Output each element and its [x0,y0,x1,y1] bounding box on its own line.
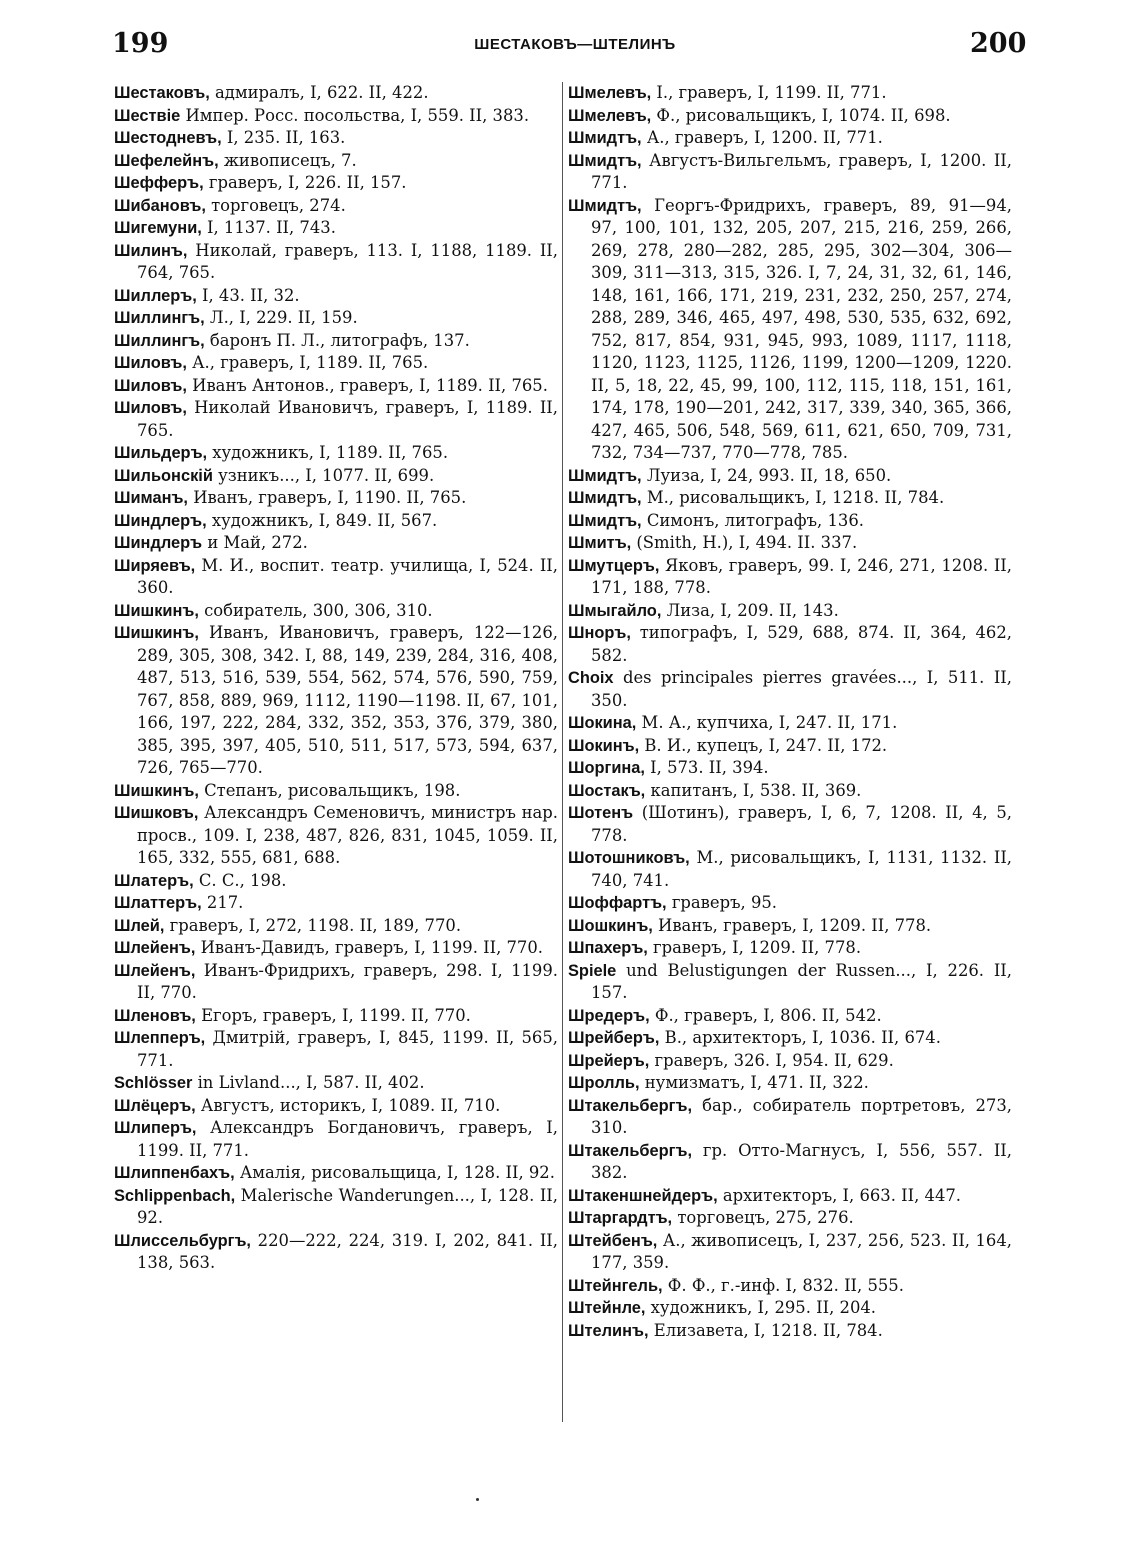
index-entry [114,397,558,442]
entry-headword: Шрейберъ, [568,1029,660,1047]
entry-headword: Шмидтъ, [568,466,642,485]
right-page-number: 200 [970,28,1027,59]
entry-text: Николай Ивановичъ, граверъ, I, 1189. II, 765. [137,398,558,440]
entry-text: I., граверъ, I, 1199. II, 771. [651,83,887,102]
entry-headword: Шеффеpъ, [114,174,204,192]
entry-headword: Шлиссельбургъ, [114,1231,251,1250]
entry-headword: Шмидтъ, [568,489,642,507]
index-entry [114,195,558,218]
entry-headword: Шленовъ, [114,1006,196,1025]
entry-text: В., архитекторъ, I, 1036. II, 674. [659,1028,941,1047]
entry-text: художникъ, I, 1189. II, 765. [207,443,449,462]
index-entry [568,667,1012,712]
entry-headword: Шмыгайло, [568,601,662,620]
entry-text: Августъ, историкъ, I, 1089. II, 710. [195,1095,501,1115]
entry-headword: Шиллингъ, [114,331,205,350]
entry-headword: Шиндлеръ [114,534,203,552]
entry-headword: Choix [568,669,614,687]
entry-headword: Шильдеръ, [114,444,208,462]
entry-headword: Штакеншнейдеръ, [568,1186,718,1205]
entry-text: Иванъ-Фридрихъ, граверъ, 298. I, 1199. II, 770. [137,960,558,1002]
entry-text: Александръ Семеновичъ, министръ нар. просв., 109. I, 238, 487, 826, 831, 1045, 1059. II, 165, 332, 555, 681, 688. [137,803,558,867]
entry-text: Иванъ, Ивановичъ, граверъ, 122—126, 289, 305, 308, 342. I, 88, 149, 239, 284, 316, 408, 487, 513, 516, 539, 554, 562, 574, 576, 590, 759, 767, 858, 889, 969, 1112, 1190—1198. II, 67, 101, 166, 197, 222, 284, 332, 352, 353, 376, 379, 380, 385, 395, 397, 405, 510, 511, 517, 573, 594, 637, 726, 765—770. [137,623,558,777]
index-entry [568,847,1012,892]
entry-text: Иванъ-Давидъ, граверъ, I, 1199. II, 770. [195,938,543,957]
entry-text: Иванъ, граверъ, I, 1190. II, 765. [187,488,467,507]
entry-text: адмиралъ, I, 622. II, 422. [209,83,429,102]
index-entry [114,937,558,960]
entry-text: А., граверъ, I, 1189. II, 765. [186,353,429,372]
index-entry [568,802,1012,847]
entry-text: М., рисовальщикъ, I, 1131, 1132. II, 740, 741. [591,848,1012,890]
index-entry [114,915,558,938]
entry-text: граверъ, I, 272, 1198. II, 189, 770. [164,915,462,935]
entry-text: типографъ, I, 529, 688, 874. II, 364, 462, 582. [591,623,1012,665]
entry-text: Malerische Wanderungen..., I, 128. II, 92. [137,1185,558,1227]
entry-headword: Шестодневъ, [114,129,222,147]
entry-text: Степанъ, рисовальщикъ, 198. [198,780,461,800]
entry-text: М., рисовальщикъ, I, 1218. II, 784. [641,488,945,507]
entry-headword: Шиловъ, [114,354,187,372]
entry-text: Ф., граверъ, I, 806. II, 542. [649,1005,882,1025]
entry-headword: Шлепперъ, [114,1029,206,1047]
entry-text: нумизматъ, I, 471. II, 322. [639,1073,869,1092]
entry-headword: Шилинъ, [114,241,188,260]
index-entry [568,1230,1012,1275]
index-entry [568,555,1012,600]
entry-headword: Шмитъ, [568,534,632,552]
index-entry [568,780,1012,803]
entry-headword: Шестаковъ, [114,84,210,102]
entry-text: Николай, граверъ, 113. I, 1188, 1189. II, 764, 765. [137,240,558,282]
index-entry [114,150,558,173]
entry-headword: Штейбенъ, [568,1231,658,1250]
entry-headword: Шокина, [568,714,637,732]
right-column [568,82,1012,1342]
index-entry [568,532,1012,555]
entry-text: I, 43. II, 32. [196,285,300,305]
entry-headword: Шильонскій [114,466,213,485]
index-entry [114,600,558,623]
index-entry [114,1162,558,1185]
entry-text: Ф., рисовальщикъ, I, 1074. II, 698. [651,105,951,125]
index-entry [114,1185,558,1230]
index-entry [114,780,558,803]
entry-headword: Шигемуни, [114,219,202,237]
entry-headword: Шлейенъ, [114,961,196,980]
entry-headword: Шлей, [114,916,165,935]
index-entry [568,105,1012,128]
entry-text: архитекторъ, I, 663. II, 447. [717,1185,962,1205]
entry-headword: Шлиперъ, [114,1119,197,1137]
entry-text: граверъ, 326. I, 954. II, 629. [649,1050,894,1070]
entry-headword: Шлатеръ, [114,871,194,890]
index-entry [114,1072,558,1095]
entry-text: В. И., купецъ, I, 247. II, 172. [639,735,888,755]
entry-headword: Шоргина, [568,759,645,777]
index-entry [568,960,1012,1005]
running-head: ШЕСТАКОВЪ—ШТЕЛИНЪ [474,36,676,53]
entry-headword: Шмидтъ, [568,129,642,147]
entry-text: собиратель, 300, 306, 310. [198,600,433,620]
left-page-number: 199 [112,28,169,59]
entry-text: граверъ, I, 226. II, 157. [203,173,407,192]
entry-headword: Штейнгель, [568,1276,663,1295]
entry-headword: Шпахеръ, [568,939,648,957]
footer-dot [476,1498,479,1501]
index-entry [568,1095,1012,1140]
entry-headword: Шишковъ, [114,804,199,822]
index-entry [568,712,1012,735]
entry-headword: Шмелевъ, [568,106,652,125]
entry-text: Луиза, I, 24, 993. II, 18, 650. [641,465,892,485]
index-entry [568,1275,1012,1298]
entry-text: А., граверъ, I, 1200. II, 771. [641,128,883,147]
entry-text: Егоръ, граверъ, I, 1199. II, 770. [195,1005,471,1025]
entry-text: Ф. Ф., г.-инф. I, 832. II, 555. [662,1275,904,1295]
entry-text: in Livland..., I, 587. II, 402. [192,1073,425,1092]
index-entry [114,105,558,128]
entry-headword: Шиллингъ, [114,309,205,327]
index-entry [114,532,558,555]
index-entry [568,1005,1012,1028]
index-entry [568,892,1012,915]
index-entry [114,442,558,465]
entry-text: торговецъ, 275, 276. [672,1208,854,1227]
index-entry [114,217,558,240]
entry-headword: Шоффартъ, [568,894,667,912]
entry-headword: Шноръ, [568,624,631,642]
entry-headword: Шмидтъ, [568,196,642,215]
index-entry [114,375,558,398]
index-entry [568,487,1012,510]
entry-headword: Шролль, [568,1074,640,1092]
index-entry [568,600,1012,623]
entry-text: Августъ-Вильгельмъ, граверъ, I, 1200. II, 771. [591,150,1012,192]
entry-headword: Шокинъ, [568,736,640,755]
entry-text: М. И., воспит. театр. училища, I, 524. II, 360. [137,555,558,597]
index-entry [114,172,558,195]
entry-text: бар., собиратель портретовъ, 273, 310. [591,1095,1012,1137]
entry-text: Иванъ, граверъ, I, 1209. II, 778. [652,915,932,935]
index-entry [568,915,1012,938]
entry-headword: Шишкинъ, [114,781,199,800]
entry-text: Елизавета, I, 1218. II, 784. [648,1320,883,1340]
entry-text: Дмитрій, граверъ, I, 845, 1199. II, 565, 771. [137,1028,558,1070]
entry-text: граверъ, 95. [666,893,778,912]
entry-text: des principales pierres gravées..., I, 511. II, 350. [591,668,1012,710]
entry-text: гр. Отто-Магнусъ, I, 556, 557. II, 382. [591,1140,1012,1182]
index-entry [114,1230,558,1275]
left-column [114,82,558,1275]
index-entry [114,510,558,533]
index-entry [114,127,558,150]
entry-text: (Шотинъ), граверъ, I, 6, 7, 1208. II, 4, 5, 778. [591,803,1012,845]
entry-text: Амалія, рисовальщица, I, 128. II, 92. [234,1163,555,1182]
entry-text: Импер. Росс. посольства, I, 559. II, 383. [180,105,530,125]
index-entry [114,82,558,105]
entry-headword: Шмутцеръ, [568,556,660,575]
index-entry [114,622,558,780]
index-entry [568,1207,1012,1230]
index-entry [114,960,558,1005]
index-entry [568,1027,1012,1050]
entry-text: А., живописецъ, I, 237, 256, 523. II, 164, 177, 359. [591,1230,1012,1272]
index-entry [568,510,1012,533]
entry-text: Л., I, 229. II, 159. [204,308,358,327]
entry-text: торговецъ, 274. [205,195,346,215]
index-entry [114,465,558,488]
index-entry [568,1140,1012,1185]
entry-text: граверъ, I, 1209. II, 778. [647,938,862,957]
entry-headword: Шишкинъ, [114,624,199,642]
entry-headword: Шиманъ, [114,489,188,507]
entry-headword: Шредеръ, [568,1006,650,1025]
entry-text: художникъ, I, 849. II, 567. [206,510,438,530]
entry-headword: Шиловъ, [114,399,187,417]
entry-headword: Шотенъ [568,804,634,822]
entry-text: I, 573. II, 394. [644,758,769,777]
index-entry [114,1027,558,1072]
index-entry [568,1072,1012,1095]
entry-text: и Май, 272. [202,533,308,552]
entry-headword: Шлейенъ, [114,939,196,957]
index-entry [114,1095,558,1118]
entry-headword: Шмидтъ, [568,151,642,170]
entry-headword: Шиловъ, [114,376,187,395]
index-entry [568,735,1012,758]
entry-text: капитанъ, I, 538. II, 369. [645,780,862,800]
entry-headword: Штелинъ, [568,1321,649,1340]
index-entry [114,487,558,510]
index-entry [114,1117,558,1162]
entry-headword: Штейнле, [568,1299,646,1317]
index-entry [568,1297,1012,1320]
column-divider [562,82,563,1422]
entry-text: узникъ..., I, 1077. II, 699. [212,465,435,485]
index-entry [568,195,1012,465]
index-entry [114,240,558,285]
index-entry [568,1320,1012,1343]
entry-text: Лиза, I, 209. II, 143. [661,600,839,620]
entry-headword: Шмелевъ, [568,84,652,102]
page-header [0,28,1140,64]
index-entry [568,150,1012,195]
entry-headword: Шлиппенбахъ, [114,1164,235,1182]
entry-text: und Belustigungen der Russen..., I, 226. II, 157. [591,960,1012,1002]
entry-text: 220—222, 224, 319. I, 202, 841. II, 138, 563. [137,1230,558,1272]
entry-headword: Шибановъ, [114,196,206,215]
entry-headword: Шишкинъ, [114,601,199,620]
entry-headword: Schlippenbach, [114,1186,236,1205]
index-entry [114,285,558,308]
entry-text: Александръ Богдановичъ, граверъ, I, 1199. II, 771. [137,1118,558,1160]
index-entry [114,870,558,893]
entry-text: художникъ, I, 295. II, 204. [645,1298,877,1317]
entry-headword: Шошкинъ, [568,916,653,935]
entry-headword: Шиллеръ, [114,286,197,305]
entry-headword: Шефелейнъ, [114,151,219,170]
entry-text: Яковъ, граверъ, 99. I, 246, 271, 1208. II, 171, 188, 778. [591,555,1012,597]
entry-headword: Шотошниковъ, [568,849,690,867]
entry-headword: Шествіе [114,106,181,125]
entry-headword: Штакельбергъ, [568,1096,693,1115]
index-entry [114,555,558,600]
index-entry [114,1005,558,1028]
entry-headword: Штаргардтъ, [568,1209,673,1227]
entry-headword: Шиндлеръ, [114,511,207,530]
entry-text: 217. [201,893,244,912]
entry-headword: Штакельбергъ, [568,1141,693,1160]
index-entry [568,127,1012,150]
entry-headword: Шмидтъ, [568,511,642,530]
entry-text: Иванъ Антонов., граверъ, I, 1189. II, 765. [186,375,548,395]
entry-headword: Шрейеръ, [568,1051,650,1070]
entry-headword: Schlösser [114,1074,193,1092]
index-entry [114,330,558,353]
entry-text: С. С., 198. [193,870,287,890]
index-entry [114,802,558,870]
index-entry [568,465,1012,488]
entry-text: I, 235. II, 163. [221,128,346,147]
entry-headword: Шлаттеръ, [114,894,202,912]
entry-text: Георгъ-Фридрихъ, граверъ, 89, 91—94, 97, 100, 101, 132, 205, 207, 215, 216, 259, 266, 269, 278, 280—282, 285, 295, 302—304, 306—309, 311—313, 315, 326. I, 7, 24, 31, 32, 61, 146, 148, 161, 166, 171, 219, 231, 232, 250, 257, 274, 288, 289, 346, 465, 497, 498, 530, 535, 632, 692, 752, 817, 854, 931, 945, 993, 1089, 1117, 1118, 1120, 1123, 1125, 1126, 1199, 1200—1209, 1220. II, 5, 18, 22, 45, 99, 100, 112, 115, 118, 151, 161, 174, 178, 190—201, 242, 317, 339, 340, 365, 366, 427, 465, 506, 548, 569, 611, 621, 650, 709, 731, 732, 734—737, 770—778, 785. [591,195,1012,462]
entry-text: I, 1137. II, 743. [201,218,336,237]
entry-text: живописецъ, 7. [218,150,357,170]
index-entry [568,937,1012,960]
entry-text: Симонъ, литографъ, 136. [641,510,864,530]
entry-headword: Spiele [568,961,617,980]
entry-headword: Шостакъ, [568,781,646,800]
index-entry [568,1185,1012,1208]
entry-headword: Ширяевъ, [114,556,196,575]
index-entry [114,892,558,915]
index-entry [114,307,558,330]
entry-text: (Smith, H.), I, 494. II. 337. [631,533,858,552]
index-entry [568,1050,1012,1073]
entry-text: М. А., купчиха, I, 247. II, 171. [636,713,898,732]
entry-text: баронъ П. Л., литографъ, 137. [204,330,470,350]
entry-headword: Шлёцеръ, [114,1096,196,1115]
index-entry [568,82,1012,105]
index-entry [568,757,1012,780]
index-entry [114,352,558,375]
index-entry [568,622,1012,667]
